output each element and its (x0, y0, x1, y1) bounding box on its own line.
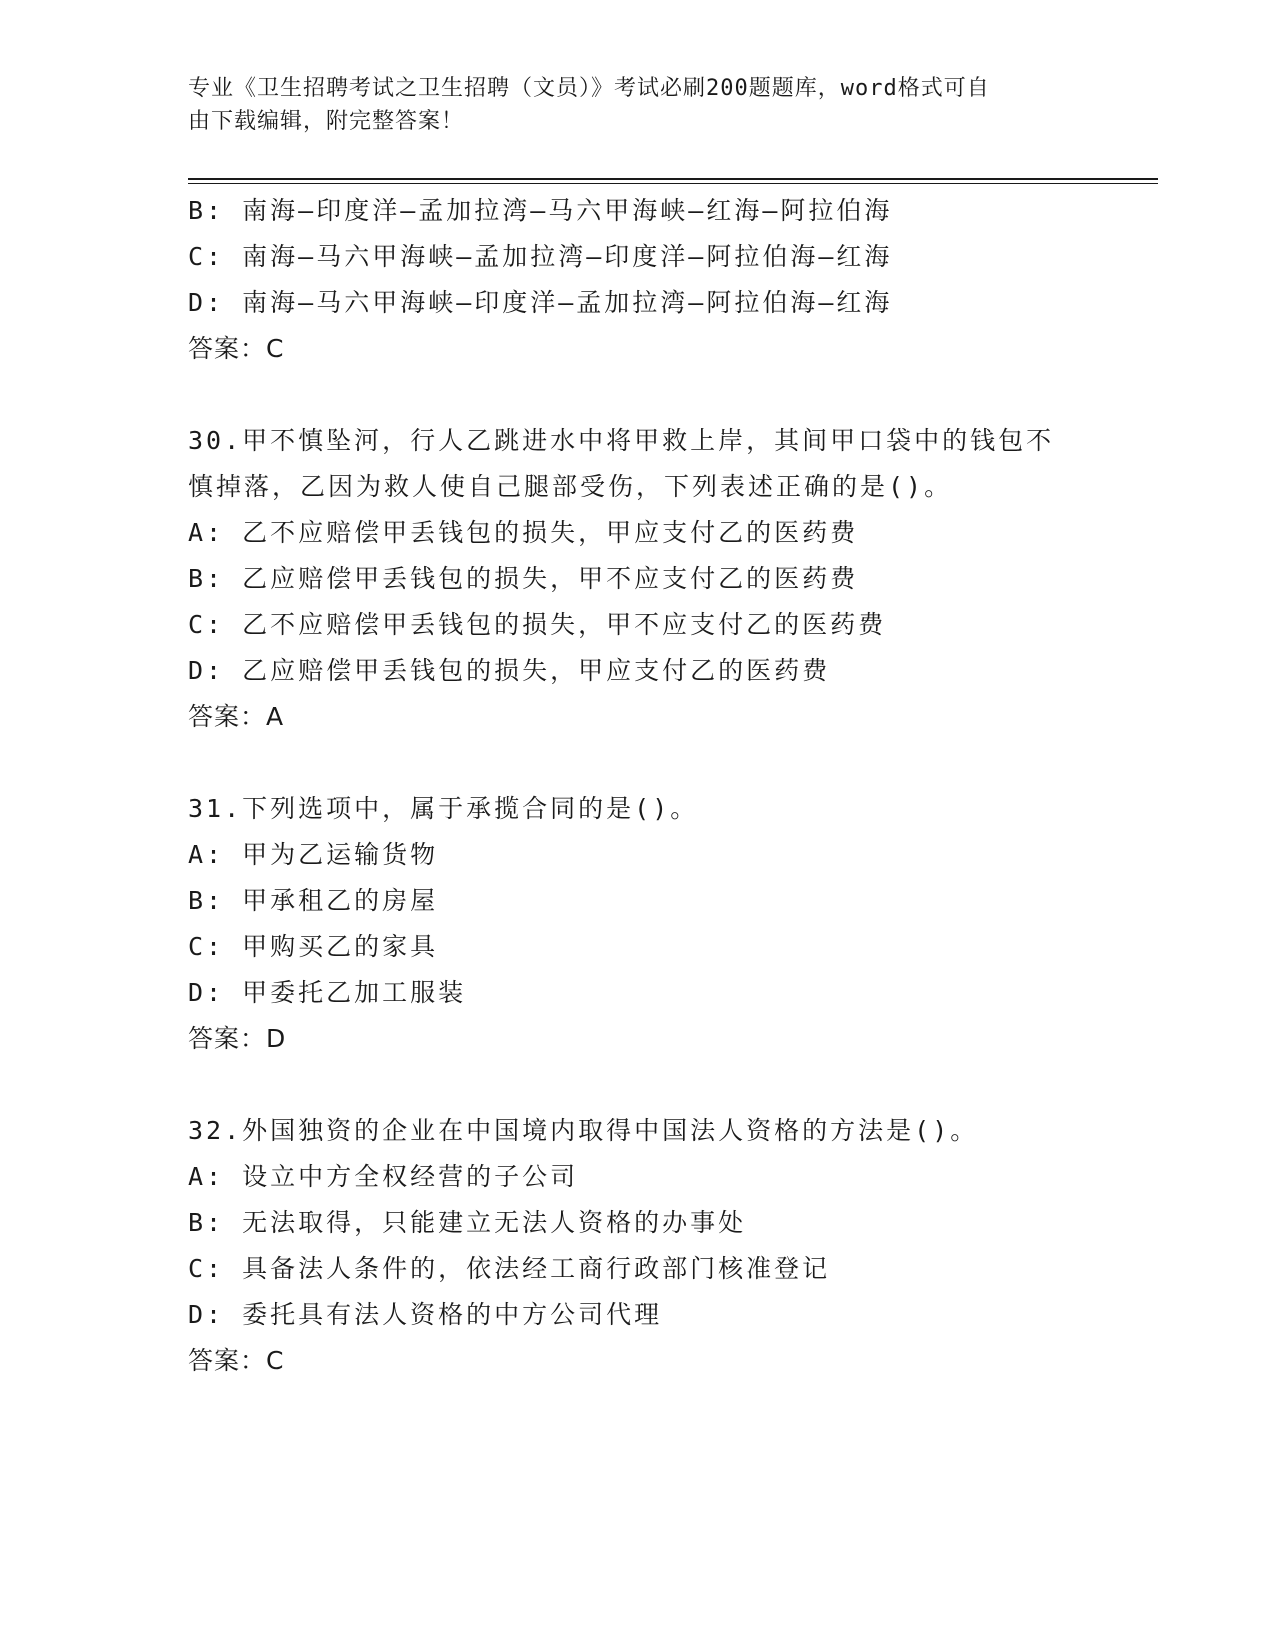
option-b: B: 无法取得，只能建立无法人资格的办事处 (188, 1208, 747, 1237)
header-rule-thin (188, 183, 1158, 184)
question-stem: 31.下列选项中，属于承揽合同的是()。 (188, 794, 699, 823)
option-a: A: 甲为乙运输货物 (188, 840, 439, 869)
option-a: A: 设立中方全权经营的子公司 (188, 1162, 579, 1191)
header-line-1: 专业《卫生招聘考试之卫生招聘（文员）》考试必刷200题题库，word格式可自 (188, 76, 990, 101)
document-header (188, 72, 1088, 138)
answer-line: 答案：D (188, 1024, 287, 1053)
option-c: C: 南海—马六甲海峡—孟加拉湾—印度洋—阿拉伯海—红海 (188, 242, 893, 271)
option-d: D: 乙应赔偿甲丢钱包的损失，甲应支付乙的医药费 (188, 656, 831, 685)
option-d: D: 南海—马六甲海峡—印度洋—孟加拉湾—阿拉伯海—红海 (188, 288, 893, 317)
header-rule-thick (188, 178, 1158, 180)
question-gap (188, 740, 1158, 786)
answer-line: 答案：C (188, 334, 285, 363)
answer-line: 答案：C (188, 1346, 285, 1375)
option-b: B: 乙应赔偿甲丢钱包的损失，甲不应支付乙的医药费 (188, 564, 859, 593)
option-b: B: 甲承租乙的房屋 (188, 886, 439, 915)
question-32 (188, 1108, 1158, 1384)
question-29-continued (188, 188, 1158, 372)
question-30 (188, 418, 1158, 740)
question-stem: 慎掉落，乙因为救人使自己腿部受伤，下列表述正确的是()。 (188, 472, 953, 501)
option-c: C: 乙不应赔偿甲丢钱包的损失，甲不应支付乙的医药费 (188, 610, 887, 639)
question-gap (188, 372, 1158, 418)
option-a: A: 乙不应赔偿甲丢钱包的损失，甲应支付乙的医药费 (188, 518, 859, 547)
header-line-2: 由下载编辑，附完整答案！ (188, 109, 465, 134)
option-c: C: 甲购买乙的家具 (188, 932, 439, 961)
option-b: B: 南海—印度洋—孟加拉湾—马六甲海峡—红海—阿拉伯海 (188, 196, 893, 225)
question-stem: 32.外国独资的企业在中国境内取得中国法人资格的方法是()。 (188, 1116, 979, 1145)
answer-line: 答案：A (188, 702, 285, 731)
option-d: D: 委托具有法人资格的中方公司代理 (188, 1300, 663, 1329)
option-c: C: 具备法人条件的，依法经工商行政部门核准登记 (188, 1254, 831, 1283)
question-stem: 30.甲不慎坠河，行人乙跳进水中将甲救上岸，其间甲口袋中的钱包不 (188, 426, 1055, 455)
question-31 (188, 786, 1158, 1062)
option-d: D: 甲委托乙加工服装 (188, 978, 467, 1007)
question-gap (188, 1062, 1158, 1108)
question-list (188, 188, 1158, 1384)
